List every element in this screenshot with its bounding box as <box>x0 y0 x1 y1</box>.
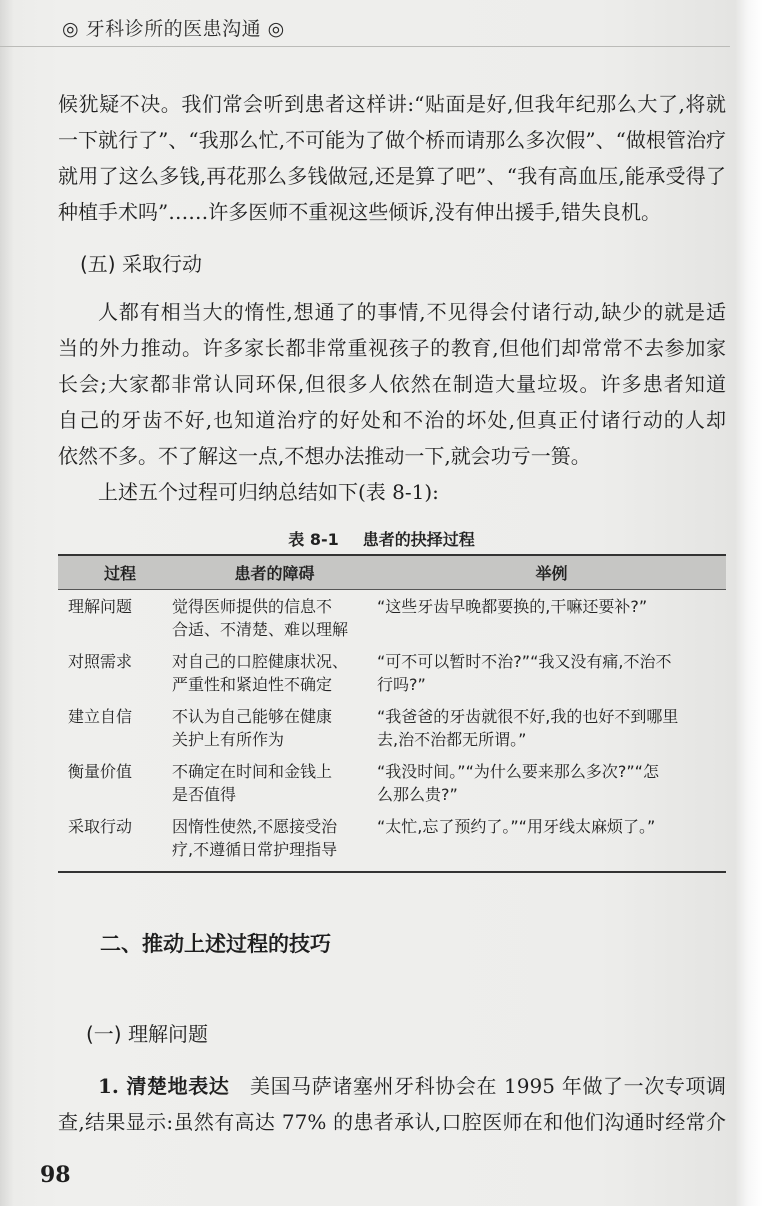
text-line: 依然不多。不了解这一点,不想办法推动一下,就会功亏一篑。 <box>58 444 591 468</box>
cell-line: “这些牙齿早晚都要换的,干嘛还要补?” <box>377 597 648 616</box>
cell-line: “太忙,忘了预约了。”“用牙线太麻烦了。” <box>377 817 656 836</box>
text-line <box>58 1068 726 1104</box>
table-row <box>58 810 726 872</box>
cell-line: 不确定在时间和金钱上 <box>172 762 333 781</box>
summary-sentence: 上述五个过程可归纳总结如下(表 8-1): <box>98 480 439 504</box>
cell-line: “可不可以暂时不治?”“我又没有痛,不治不 <box>377 652 672 671</box>
cell-line: “我爸爸的牙齿就很不好,我的也好不到哪里 <box>377 707 679 726</box>
cell-line: 么那么贵?” <box>377 785 458 804</box>
cell-obstacle <box>172 590 377 646</box>
cell-obstacle <box>172 755 377 810</box>
header-process: 过程 <box>58 555 172 590</box>
decision-process-table <box>58 554 726 873</box>
cell-line: 不认为自己能够在健康 <box>172 707 333 726</box>
cell-example <box>377 755 726 810</box>
text-line: 一下就行了”、“我那么忙,不可能为了做个桥而请那么多次假”、“做根管治疗 <box>58 128 726 152</box>
text-line: 就用了这么多钱,再花那么多钱做冠,还是算了吧”、“我有高血压,能承受得了 <box>58 164 726 188</box>
cell-line: 对自己的口腔健康状况、 <box>172 652 349 671</box>
cell-process: 采取行动 <box>58 810 172 872</box>
cell-example <box>377 590 726 646</box>
subsection-heading-understand: (一) 理解问题 <box>86 1022 208 1046</box>
table-header-row <box>58 555 726 590</box>
cell-line: 疗,不遵循日常护理指导 <box>172 840 338 859</box>
running-head: ◎ 牙科诊所的医患沟通 ◎ <box>62 18 285 40</box>
cell-line: 严重性和紧迫性不确定 <box>172 675 333 694</box>
cell-line: 去,治不治都无所谓。” <box>377 730 527 749</box>
cell-process: 理解问题 <box>68 597 133 616</box>
text-line: 人都有相当大的惰性,想通了的事情,不见得会付诸行动,缺少的就是适 <box>98 300 726 324</box>
text-line: 当的外力推动。许多家长都非常重视孩子的教育,但他们却常常不去参加家 <box>58 336 726 360</box>
cell-example <box>377 700 726 755</box>
lead-phrase: 1. 清楚地表达 <box>98 1074 230 1098</box>
cell-line: 觉得医师提供的信息不 <box>172 597 333 616</box>
header-divider <box>0 46 730 47</box>
header-example: 举例 <box>377 555 726 590</box>
cell-line: 是否值得 <box>172 785 237 804</box>
page-number: 98 <box>40 1162 71 1188</box>
text-line-body: 美国马萨诸塞州牙科协会在 1995 年做了一次专项调 <box>249 1074 726 1098</box>
cell-process: 对照需求 <box>68 652 133 671</box>
section-title: 二、推动上述过程的技巧 <box>100 932 331 956</box>
cell-line: “我没时间。”“为什么要来那么多次?”“怎 <box>377 762 659 781</box>
cell-obstacle <box>172 810 377 872</box>
header-obstacle: 患者的障碍 <box>172 555 377 590</box>
subsection-five-paragraph <box>58 294 726 510</box>
table-row <box>58 645 726 700</box>
cell-obstacle <box>172 645 377 700</box>
cell-line: 行吗?” <box>377 675 426 694</box>
table-caption-title: 患者的抉择过程 <box>362 530 475 549</box>
table-caption <box>0 527 763 550</box>
cell-line: 因惰性使然,不愿接受治 <box>172 817 338 836</box>
text-line: 长会;大家都非常认同环保,但很多人依然在制造大量垃圾。许多患者知道 <box>58 372 726 396</box>
section-two-paragraph <box>58 1068 726 1140</box>
table-row <box>58 755 726 810</box>
cell-example <box>377 645 726 700</box>
cell-example <box>377 810 726 872</box>
text-line: 自己的牙齿不好,也知道治疗的好处和不治的坏处,但真正付诸行动的人却 <box>58 408 726 432</box>
cell-process: 建立自信 <box>68 707 133 726</box>
cell-process: 衡量价值 <box>68 762 133 781</box>
table-caption-number: 表 8-1 <box>288 530 339 549</box>
cell-line: 合适、不清楚、难以理解 <box>172 620 349 639</box>
intro-paragraph <box>58 86 726 230</box>
text-line: 查,结果显示:虽然有高达 77% 的患者承认,口腔医师在和他们沟通时经常介 <box>58 1110 726 1134</box>
table-row <box>58 590 726 646</box>
cell-obstacle <box>172 700 377 755</box>
table-row <box>58 700 726 755</box>
text-line: 候犹疑不决。我们常会听到患者这样讲:“贴面是好,但我年纪那么大了,将就 <box>58 92 726 116</box>
cell-line: 关护上有所作为 <box>172 730 285 749</box>
subsection-heading-five: (五) 采取行动 <box>80 252 202 276</box>
text-line: 种植手术吗”……许多医师不重视这些倾诉,没有伸出援手,错失良机。 <box>58 200 661 224</box>
